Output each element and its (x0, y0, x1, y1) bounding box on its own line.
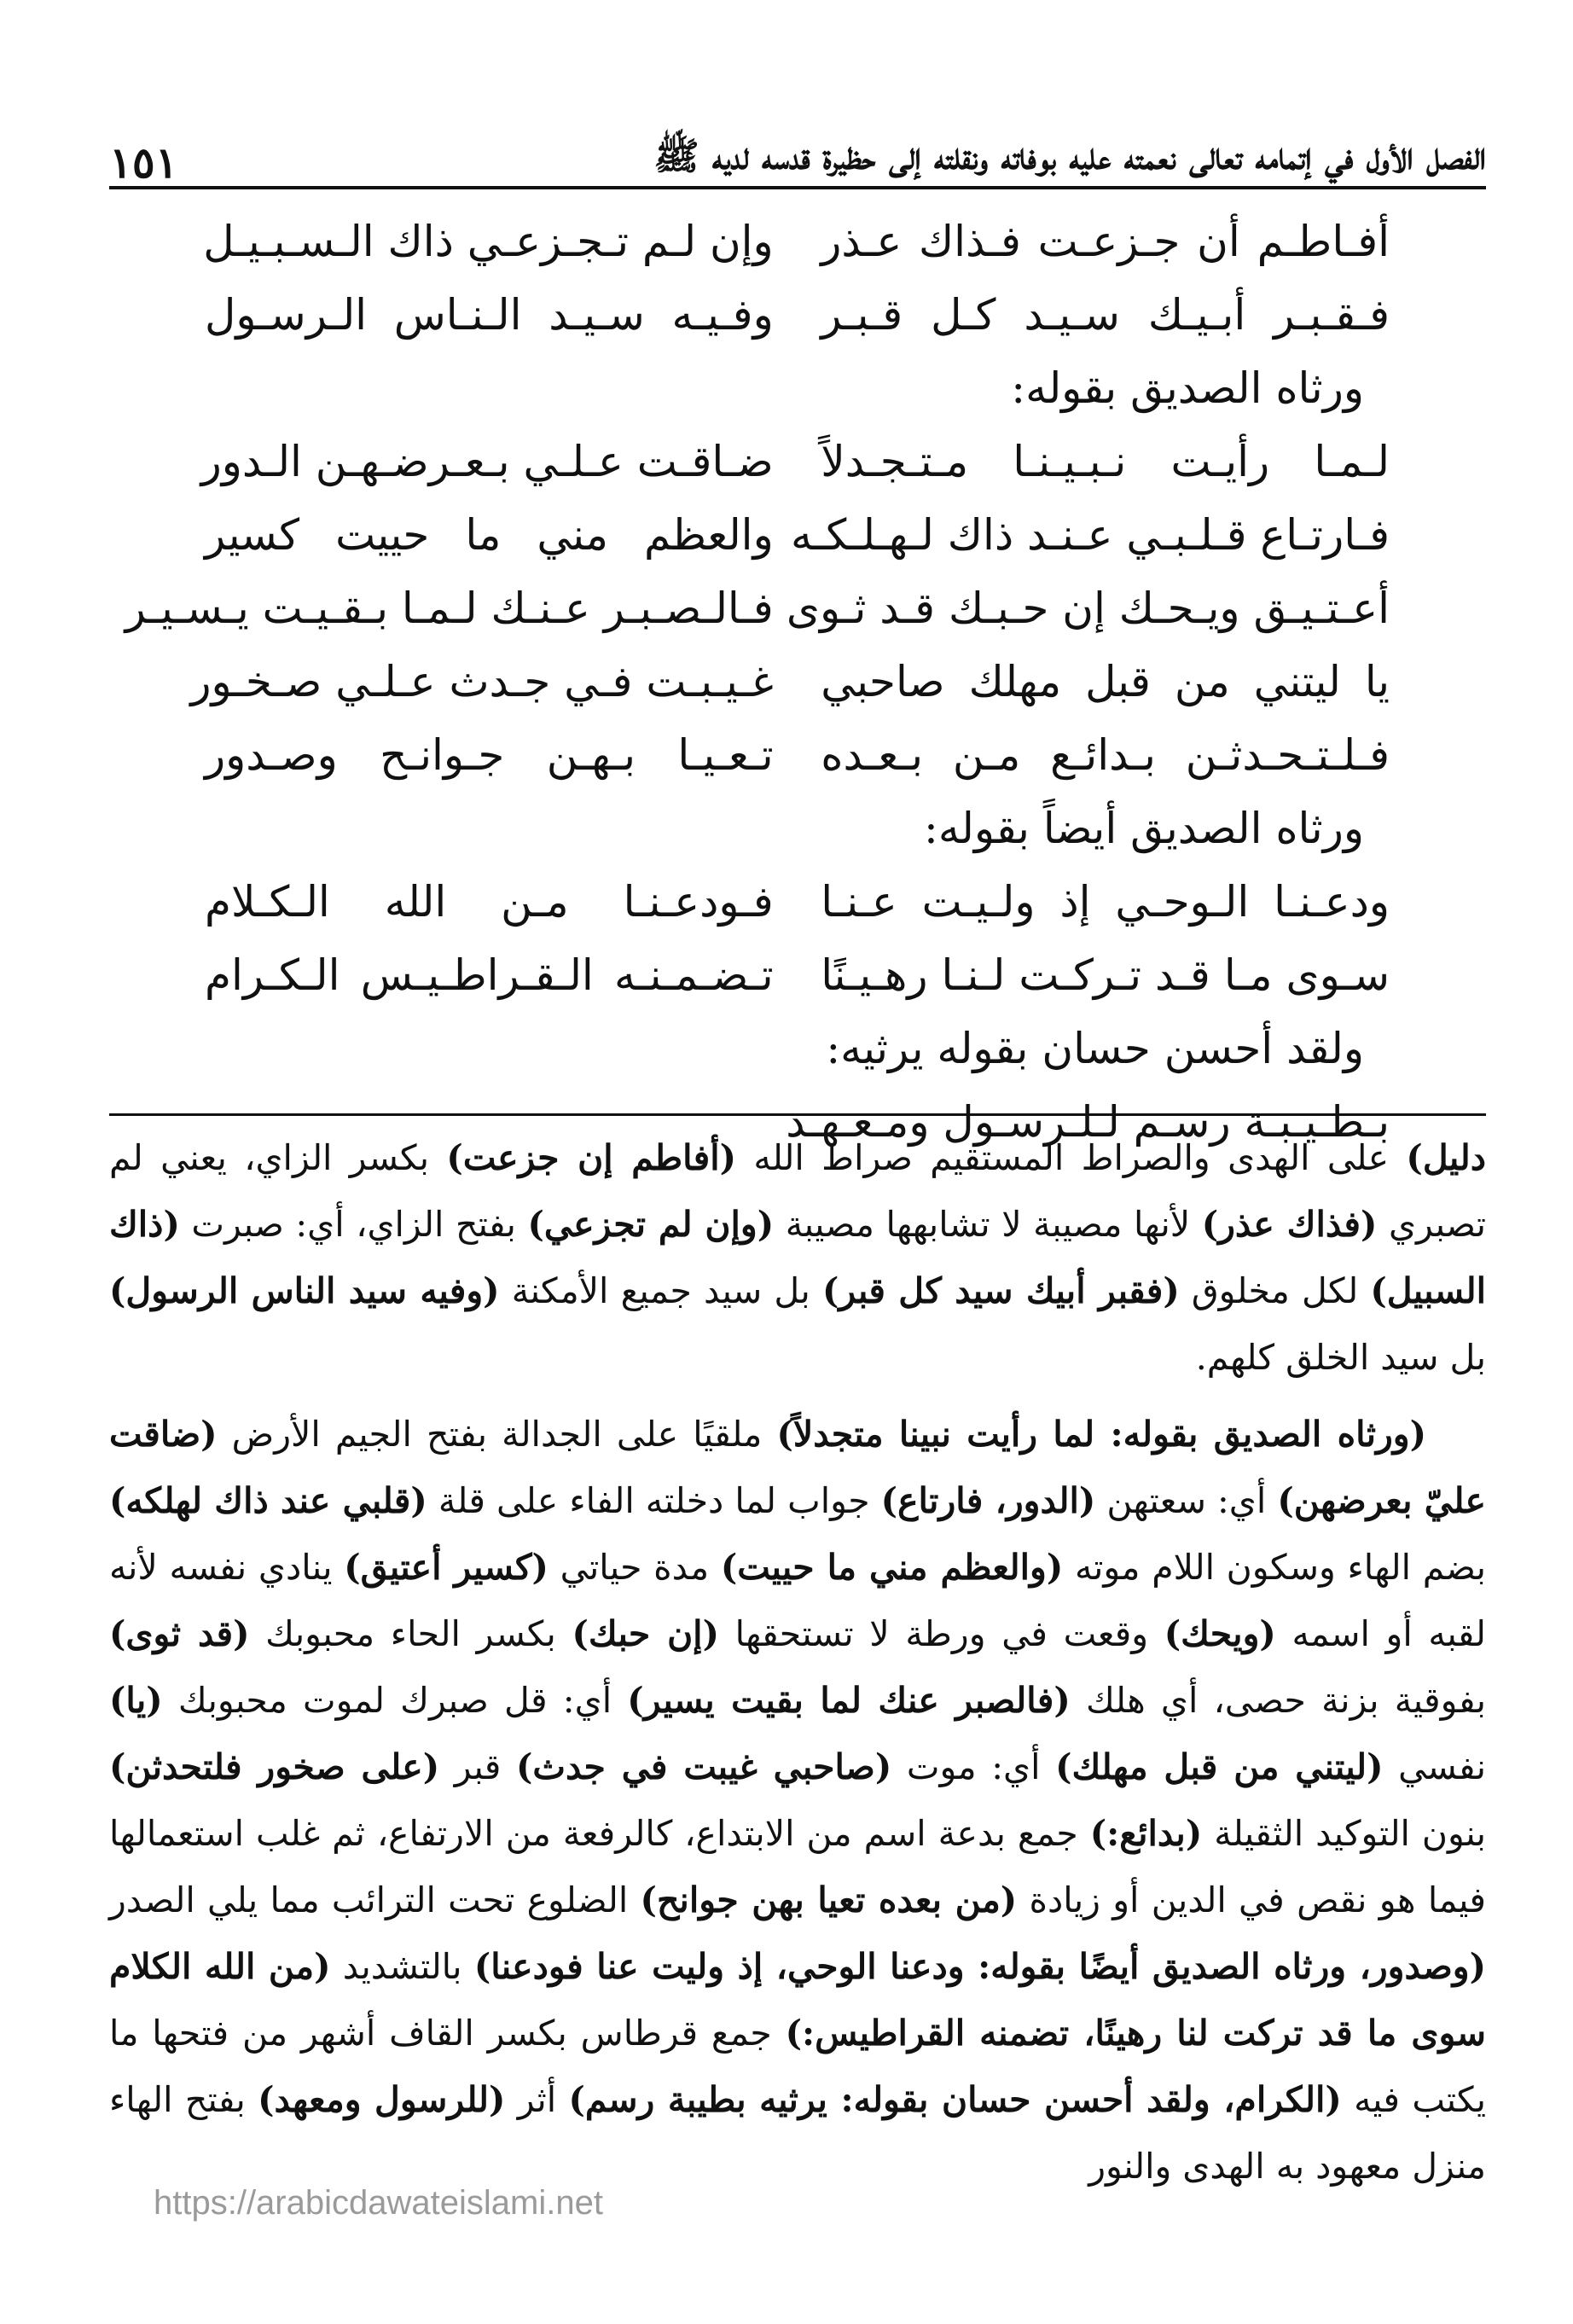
commentary-block (109, 1124, 1486, 2199)
verse-second-hemistich: غـيـبـت فـي جـدث عـلـي صـخـور (190, 657, 774, 706)
verse-first-hemistich: يا ليتني من قبل مهلك صاحبي (821, 657, 1390, 706)
verse-second-hemistich: فـودعـنـا مـن الله الـكـلام (205, 877, 774, 927)
verse-first-hemistich: فـقـبـر أبـيـك سـيـد كـل قـبـر (821, 290, 1390, 340)
verse-first-hemistich: سـوى مـا قـد تـركـت لـنـا رهـيـنًا (821, 950, 1390, 1000)
verse-first-hemistich: فـارتـاع قـلـبـي عـنـد ذاك لـهـلـكـه (791, 510, 1390, 560)
poem-verse (205, 498, 1390, 572)
commentary-paragraph: (ورثاه الصديق بقوله: لما رأيت نبينا متجدلاً) ملقيًا على الجدالة بفتح الجيم الأرض (ضاقت عليّ بعرضهن) أي: سعتهن (الدور، فارتاع) جواب لما دخلته الفاء على قلة (قلبي عند ذاك لهلكه) بضم الهاء وسكون اللام موته (والعظم مني ما حييت) مدة حياتي (كسير أعتيق) ينادي نفسه لأنه لقبه أو اسمه (ويحك) وقعت في ورطة لا تستحقها (إن حبك) بكسر الحاء محبوبك (قد ثوى) بفوقية بزنة حصى، أي هلك (فالصبر عنك لما بقيت يسير) أي: قل صبرك لموت محبوبك (يا) نفسي (ليتني من قبل مهلك) أي: موت (صاحبي غيبت في جدث) قبر (على صخور فلتحدثن) بنون التوكيد الثقيلة (بدائع:) جمع بدعة اسم من الابتداع، كالرفعة من الارتفاع، ثم غلب استعمالها فيما هو نقص في الدين أو زيادة (من بعده تعيا بهن جوانح) الضلوع تحت الترائب مما يلي الصدر (وصدور، ورثاه الصديق أيضًا بقوله: ودعنا الوحي، إذ وليت عنا فودعنا) بالتشديد (من الله الكلام سوى ما قد تركت لنا رهينًا، تضمنه القراطيس:) جمع قرطاس بكسر القاف أشهر من فتحها ما يكتب فيه (الكرام، ولقد أحسن حسان بقوله: يرثيه بطيبة رسم) أثر (للرسول ومعهد) بفتح الهاء منزل معهود به الهدى والنور (109, 1414, 1487, 2187)
verse-first-hemistich: أعـتـيـق ويـحـك إن حـبـك قـد ثـوى (786, 584, 1390, 633)
poem-verse (205, 205, 1390, 278)
verse-second-hemistich: وفـيـه سـيـد الـنـاس الـرسـول (205, 290, 774, 340)
commentary-paragraph: دليل) على الهدى والصراط المستقيم صراط الله (أفاطم إن جزعت) بكسر الزاي، يعني لم تصبري (فذاك عذر) لأنها مصيبة لا تشابهها مصيبة (وإن لم تجزعي) بفتح الزاي، أي: صبرت (ذاك السبيل) لكل مخلوق (فقبر أبيك سيد كل قبر) بل سيد جميع الأمكنة (وفيه سيد الناس الرسول) بل سيد الخلق كلهم. (109, 1137, 1486, 1378)
verse-second-hemistich: تـعـيـا بـهـن جـوانـح وصـدور (205, 730, 774, 780)
watermark: https://arabicdawateislami.net (154, 2184, 603, 2222)
poem-verse (190, 645, 1390, 718)
verse-second-hemistich: ضـاقـت عـلـي بـعـرضـهـن الـدور (200, 437, 774, 486)
verse-first-hemistich: ودعـنـا الـوحـي إذ ولـيـت عـنـا (821, 877, 1390, 927)
verse-first-hemistich: أفـاطـم أن جـزعـت فـذاك عـذر (821, 217, 1390, 266)
poem-verse (125, 572, 1390, 645)
verse-second-hemistich: والعظم مني ما حييت كسير (205, 510, 774, 560)
poem-verse (205, 718, 1390, 792)
page-header (109, 102, 1486, 188)
poem-intro: ولقد أحسن حسان بقوله يرثيه: (826, 1024, 1364, 1073)
poem-verse (205, 278, 1390, 352)
separator-rule (109, 1113, 1486, 1116)
poem-block (125, 205, 1390, 1159)
poem-verse (205, 938, 1390, 1012)
poem-intro: ورثاه الصديق بقوله: (1011, 363, 1364, 413)
verse-second-hemistich: تـضـمـنـه الـقـراطـيـس الـكـرام (205, 950, 774, 1000)
poem-intro: ورثاه الصديق أيضاً بقوله: (924, 804, 1364, 853)
header-rule (109, 186, 1486, 189)
poem-verse (200, 425, 1390, 498)
poem-verse (205, 865, 1390, 938)
verse-first-hemistich: لـمـا رأيـت نـبـيـنـا مـتـجـدلاً (821, 437, 1390, 486)
verse-second-hemistich: فـالـصـبـر عـنـك لـمـا بـقـيـت يـسـيـر (125, 584, 774, 633)
running-head: الفصل الأول في إتمامه تعالى نعمته عليه بوفاته ونقلته إلى حظيرة قدسه لديه ﷺ (653, 135, 1486, 178)
page-number: ١٥١ (109, 137, 178, 188)
verse-second-hemistich: وإن لـم تـجـزعـي ذاك الـسـبـيـل (203, 217, 774, 266)
verse-first-hemistich: بـطـيـبـة رسـم لـلـرسـول ومـعـهـد (786, 1097, 1390, 1147)
verse-first-hemistich: فـلـتـحـدثـن بـدائـع مـن بـعـده (821, 730, 1390, 780)
